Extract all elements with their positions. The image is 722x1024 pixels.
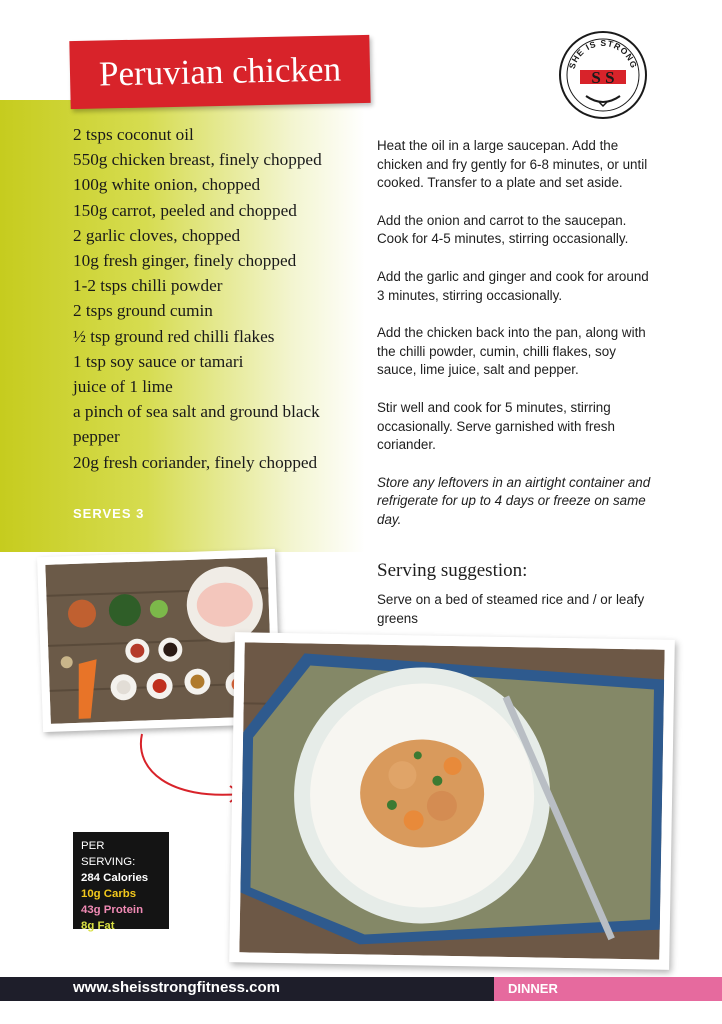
ingredient-item: 2 garlic cloves, chopped bbox=[73, 225, 241, 245]
dish-photo bbox=[229, 632, 675, 970]
method-step: Heat the oil in a large saucepan. Add the chicken and fry gently for 6-8 minutes, or until cooked. Transfer to a plate and set aside. bbox=[377, 138, 648, 191]
nutrition-calories: 284 Calories bbox=[81, 872, 149, 884]
nutrition-fat: 8g Fat bbox=[81, 920, 115, 932]
method-steps bbox=[377, 137, 659, 549]
website-link[interactable]: www.sheisstrongfitness.com bbox=[73, 979, 280, 996]
footer-bar bbox=[0, 977, 722, 1001]
nutrition-box bbox=[73, 832, 169, 932]
ingredients-list bbox=[73, 122, 363, 475]
logo-initials: S S bbox=[591, 68, 615, 87]
storage-note: Store any leftovers in an airtight container and refrigerate for up to 4 days or freeze on same day. bbox=[377, 474, 651, 527]
method-step: Add the garlic and ginger and cook for around 3 minutes, stirring occasionally. bbox=[377, 268, 649, 303]
category-label: DINNER bbox=[494, 977, 722, 1001]
ingredient-item: 550g chicken breast, finely chopped bbox=[73, 150, 322, 170]
nutrition-protein: 43g Protein bbox=[81, 904, 144, 916]
she-is-strong-logo bbox=[558, 30, 648, 120]
title-banner bbox=[69, 35, 370, 109]
serving-suggestion-text: Serve on a bed of steamed rice and / or leafy greens bbox=[377, 592, 645, 626]
method-step: Add the chicken back into the pan, along with the chilli powder, cumin, chilli flakes, soy sauce, lime juice, salt and pepper. bbox=[377, 325, 646, 378]
ingredient-item: a pinch of sea salt and ground black pepper bbox=[73, 402, 320, 447]
ingredient-item: 150g carrot, peeled and chopped bbox=[73, 200, 297, 220]
method-step: Stir well and cook for 5 minutes, stirring occasionally. Serve garnished with fresh coriander. bbox=[377, 399, 615, 453]
logo-text: SHE IS STRONG bbox=[566, 37, 640, 70]
serves-label: SERVES 3 bbox=[73, 506, 145, 521]
ingredient-item: 2 tsps coconut oil bbox=[73, 125, 194, 144]
ingredient-item: 1 tsp soy sauce or tamari bbox=[73, 351, 244, 371]
nutrition-heading: PER SERVING: bbox=[81, 840, 136, 868]
page-title: Peruvian chicken bbox=[98, 49, 342, 94]
ingredient-item: ½ tsp ground red chilli flakes bbox=[73, 326, 275, 346]
ingredient-item: 100g white onion, chopped bbox=[73, 175, 261, 195]
ingredient-item: 1-2 tsps chilli powder bbox=[73, 276, 223, 296]
ingredient-item: 2 tsps ground cumin bbox=[73, 301, 213, 321]
serving-suggestion-heading: Serving suggestion: bbox=[377, 560, 528, 581]
ingredient-item: 10g fresh ginger, finely chopped bbox=[73, 251, 297, 271]
nutrition-carbs: 10g Carbs bbox=[81, 888, 137, 900]
ingredient-item: juice of 1 lime bbox=[73, 377, 173, 397]
method-step: Add the onion and carrot to the saucepan. Cook for 4-5 minutes, stirring occasionally. bbox=[377, 212, 629, 247]
ingredient-item: 20g fresh coriander, finely chopped bbox=[73, 452, 318, 472]
